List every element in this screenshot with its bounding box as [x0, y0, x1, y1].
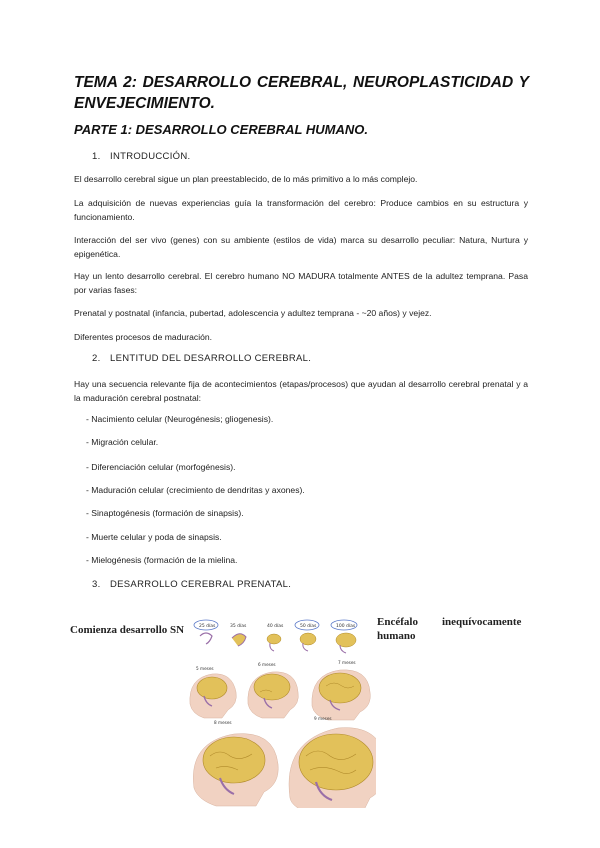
paragraph-maduracion: Diferentes procesos de maduración. [74, 332, 213, 342]
section-label: LENTITUD DEL DESARROLLO CEREBRAL. [110, 353, 312, 364]
embryo-100-days [331, 620, 357, 653]
paragraph-experiencias: La adquisición de nuevas experiencias guía la transformación del cerebro: Produce cambios en su estructura y funcionamiento. [74, 198, 528, 222]
section-label: DESARROLLO CEREBRAL PRENATAL. [110, 579, 292, 590]
month-label: 6 meses [258, 662, 276, 667]
embryo-40-days [267, 622, 284, 651]
month-label: 8 meses [214, 720, 232, 725]
month-label: 7 meses [338, 660, 356, 665]
fetus-5-months [190, 666, 236, 718]
document-title: TEMA 2: DESARROLLO CEREBRAL, NEUROPLASTICIDAD Y ENVEJECIMIENTO. [74, 74, 529, 112]
section-number: 2. [92, 353, 101, 364]
day-label: 35 días [230, 624, 247, 629]
fetus-6-months [248, 662, 298, 718]
figure-caption-right: Encéfalo [377, 616, 418, 628]
section-label: INTRODUCCIÓN. [110, 151, 191, 162]
list-item: - Migración celular. [86, 437, 159, 447]
paragraph-interaccion: Interacción del ser vivo (genes) con su ambiente (estilos de vida) marca su desarrollo peculiar: Natura, Nurtura y epigenética. [74, 235, 528, 259]
list-item: - Maduración celular (crecimiento de dendritas y axones). [86, 485, 305, 495]
day-label: 50 días [300, 624, 317, 629]
brain-development-figure [68, 612, 530, 808]
paragraph-fases: Prenatal y postnatal (infancia, pubertad, adolescencia y adultez temprana - ~20 años) y vejez. [74, 308, 432, 318]
embryo-35-days [230, 622, 247, 646]
section-heading-lentitud [92, 353, 311, 364]
day-label: 40 días [267, 624, 284, 629]
brain-stages-illustration [186, 612, 376, 808]
list-item: - Diferenciación celular (morfogénesis). [86, 462, 236, 472]
list-item: - Mielogénesis (formación de la mielina. [86, 555, 238, 565]
fetus-7-months [312, 660, 370, 720]
paragraph-secuencia: Hay una secuencia relevante fija de acontecimientos (etapas/procesos) que ayudan al desarrollo cerebral prenatal y a la maduración cerebral postnatal: [74, 379, 528, 403]
figure-caption-left: Comienza desarrollo SN [70, 624, 185, 636]
list-item: - Nacimiento celular (Neurogénesis; gliogenesis). [86, 414, 274, 424]
paragraph-plan: El desarrollo cerebral sigue un plan preestablecido, de lo más primitivo a lo más complejo. [74, 174, 418, 184]
embryo-50-days [295, 620, 319, 651]
month-label: 9 meses [314, 716, 332, 721]
section-heading-prenatal [92, 579, 291, 590]
figure-caption-right: inequívocamente [442, 616, 522, 628]
part-heading: PARTE 1: DESARROLLO CEREBRAL HUMANO. [74, 122, 368, 137]
paragraph-lento-desarrollo: Hay un lento desarrollo cerebral. El cerebro humano NO MADURA totalmente ANTES de la adultez temprana. Pasa por varias fases: [74, 271, 528, 295]
month-label: 5 meses [196, 666, 214, 671]
fetus-9-months [289, 716, 376, 808]
day-label: 25 días [199, 624, 216, 629]
section-number: 3. [92, 579, 101, 590]
day-label: 100 días [336, 624, 356, 629]
list-item: - Muerte celular y poda de sinapsis. [86, 532, 222, 542]
figure-caption-right: humano [377, 630, 416, 642]
section-number: 1. [92, 151, 101, 162]
fetus-8-months [193, 720, 278, 806]
list-item: - Sinaptogénesis (formación de sinapsis). [86, 508, 244, 518]
section-heading-introduccion [92, 151, 190, 162]
embryo-25-days [194, 620, 218, 644]
